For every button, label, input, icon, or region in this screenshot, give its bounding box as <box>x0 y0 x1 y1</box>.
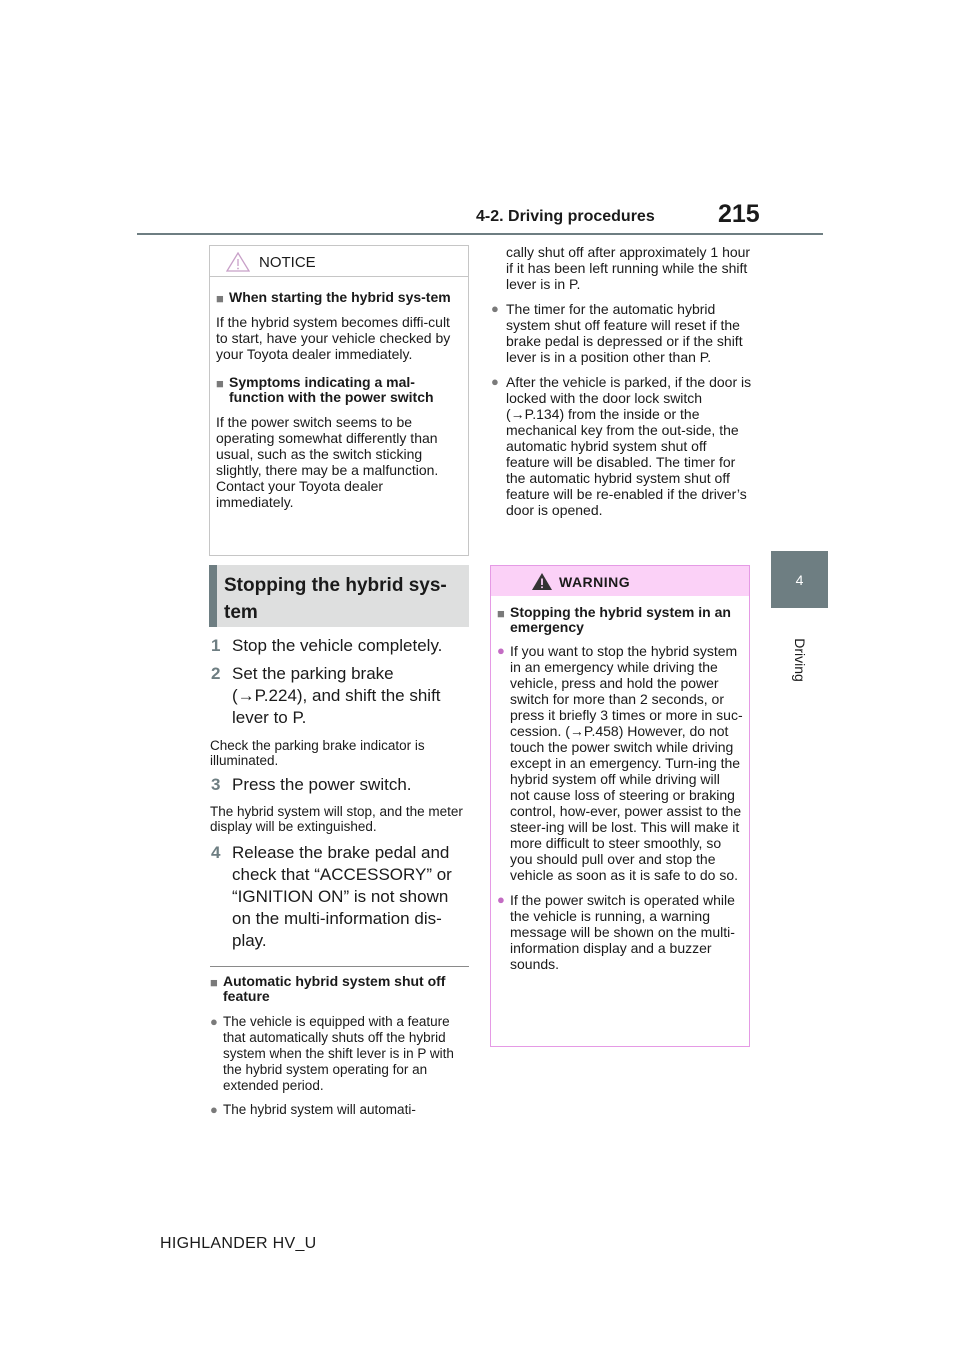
list-item <box>210 1102 470 1118</box>
auto-shutoff-heading-text: Automatic hybrid system shut off feature <box>223 973 446 1004</box>
square-bullet-icon: ■ <box>497 606 505 621</box>
chapter-label <box>790 622 812 702</box>
step-text: Release the brake pedal and check that “ACCESSORY” or “IGNITION ON” is not shown on the multi-information dis-play. <box>232 843 452 950</box>
list-item <box>491 374 753 518</box>
bullet-icon: ● <box>497 892 505 907</box>
bullet-text: The timer for the automatic hybrid system shut off feature will reset if the brake pedal is depressed or if the shift lever is in a position other than P. <box>506 301 743 365</box>
step-3 <box>211 774 469 796</box>
bullet-icon: ● <box>210 1102 218 1117</box>
warning-box <box>490 565 750 1047</box>
bullet-text: If the power switch is operated while the vehicle is running, a warning message will be shown on the multi-information display and a buzzer sounds. <box>510 892 735 972</box>
step-2 <box>211 663 469 729</box>
step-2-note: Check the parking brake indicator is illuminated. <box>210 738 425 768</box>
divider <box>210 966 469 967</box>
bullet-text: If you want to stop the hybrid system in an emergency while driving the vehicle, press and hold the power switch for more than 2 seconds, or press it briefly 3 times or more in suc-cession. (→P.458) However, do not touch the power switch while driving except in an emergency. Turn-ing the hybrid system off while driving will not cause loss of steering or braking control, how-ever, power assist to the steer-ing will be lost. This will make it more difficult to steer smoothly, so you should pull over and stop the vehicle as soon as it is safe to do so. <box>510 643 743 883</box>
step-3-note: The hybrid system will stop, and the meter display will be extinguished. <box>210 804 463 834</box>
section-heading <box>209 565 469 627</box>
page-number: 215 <box>718 200 760 228</box>
step-text: Set the parking brake (→P.224), and shift the shift lever to P. <box>232 664 441 727</box>
warning-triangle-icon <box>531 572 553 591</box>
warning-subheading <box>497 605 743 635</box>
bullet-icon: ● <box>491 374 499 389</box>
bullet-text: The hybrid system will automati- <box>223 1102 416 1117</box>
list-item <box>210 1014 470 1094</box>
notice-label: NOTICE <box>259 254 316 271</box>
step-number: 3 <box>211 775 221 794</box>
bullet-icon: ● <box>210 1014 218 1029</box>
list-item <box>491 301 753 365</box>
notice-subheading <box>216 290 462 305</box>
footer-model: HIGHLANDER HV_U <box>160 1235 317 1252</box>
list-item <box>497 892 743 972</box>
bullet-icon: ● <box>491 301 499 316</box>
chapter-number: 4 <box>795 571 804 588</box>
list-item <box>497 643 743 883</box>
auto-shutoff-block <box>210 974 470 1118</box>
square-bullet-icon: ■ <box>210 975 218 990</box>
header-divider <box>137 233 823 235</box>
notice-body-1: If the hybrid system becomes diffi-cult to start, have your vehicle checked by your Toyota dealer immediately. <box>216 314 451 362</box>
step-number: 2 <box>211 664 221 683</box>
notice-body-2: If the power switch seems to be operating somewhat differently than usual, such as the switch sticking slightly, there may be a malfunction. Contact your Toyota dealer immediately. <box>216 414 439 510</box>
continued-text: cally shut off after approximately 1 hour if it has been left running while the shift lever is in P. <box>506 244 751 292</box>
warning-label: WARNING <box>559 574 631 590</box>
step-4 <box>211 842 469 952</box>
caution-triangle-icon <box>226 252 250 272</box>
chapter-name: Driving <box>792 638 808 682</box>
bullet-text: After the vehicle is parked, if the door is locked with the door lock switch (→P.134) from the inside or the mechanical key from the out-side, the automatic hybrid system shut off feature will be disabled. The timer for the automatic hybrid system shut off feature will be re-enabled if the driver’s door is opened. <box>506 374 752 518</box>
step-text: Press the power switch. <box>232 775 412 794</box>
chapter-tab <box>771 551 828 608</box>
bullet-text: The vehicle is equipped with a feature that automatically shuts off the hybrid system when the shift lever is in P with the hybrid system operating for an extended period. <box>223 1014 454 1093</box>
square-bullet-icon: ■ <box>216 291 224 306</box>
right-column-text <box>491 244 753 518</box>
notice-subheading <box>216 375 462 405</box>
section-title: 4-2. Driving procedures <box>476 208 655 225</box>
notice-box <box>209 245 469 556</box>
notice-heading-2: Symptoms indicating a mal-function with the power switch <box>229 374 434 405</box>
warning-header <box>491 566 749 596</box>
step-number: 4 <box>211 843 221 862</box>
step-1 <box>211 635 469 657</box>
warning-heading-text: Stopping the hybrid system in an emergency <box>510 604 731 635</box>
section-heading-text: Stopping the hybrid sys-tem <box>224 575 447 623</box>
auto-shutoff-heading <box>210 974 470 1004</box>
step-text: Stop the vehicle completely. <box>232 636 443 655</box>
notice-header <box>210 246 468 277</box>
step-number: 1 <box>211 636 221 655</box>
bullet-icon: ● <box>497 643 505 658</box>
notice-heading-1: When starting the hybrid sys-tem <box>229 289 451 305</box>
square-bullet-icon: ■ <box>216 376 224 391</box>
